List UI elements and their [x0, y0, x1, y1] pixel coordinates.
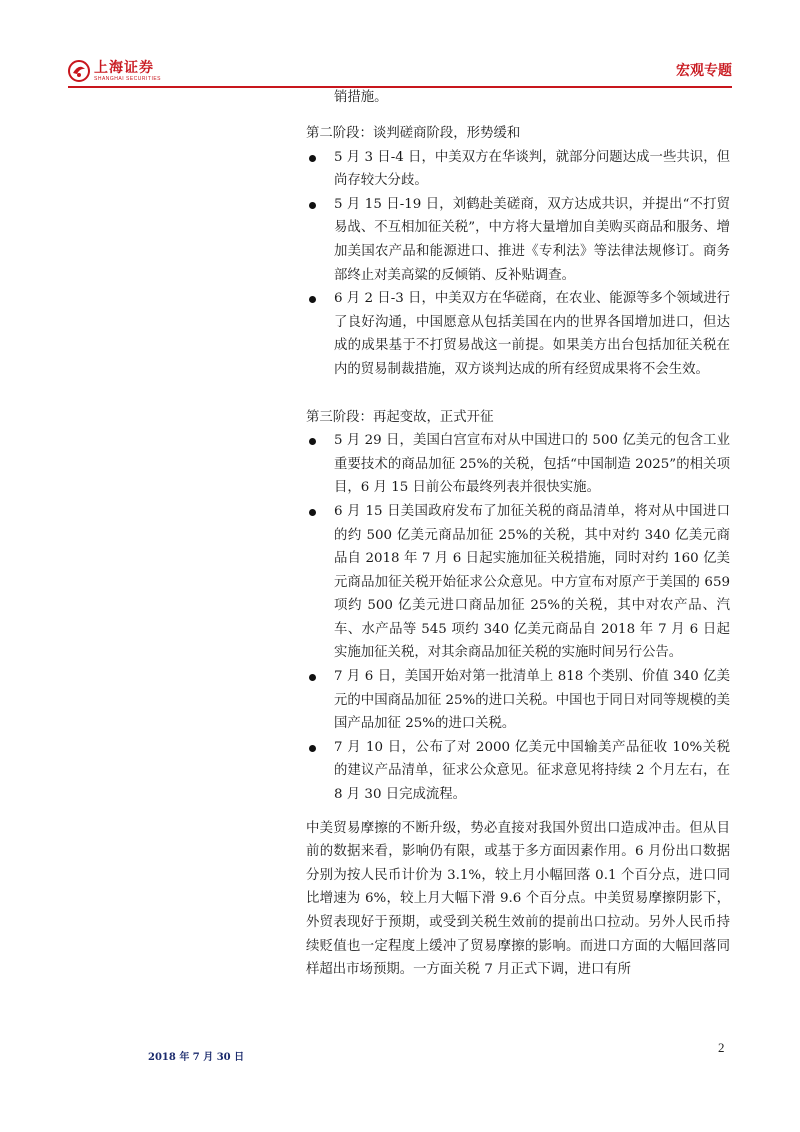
stage3-bullet [306, 500, 730, 665]
stage2-heading: 第二阶段：谈判磋商阶段，形势缓和 [306, 126, 521, 141]
bullet-dot-icon [309, 509, 316, 516]
main-text [306, 86, 730, 110]
bullet-text: 6 月 15 日美国政府发布了加征关税的商品清单，将对从中国进口的约 500 亿美元商品加征 25%的关税，其中对约 340 亿美元商品自 2018 年 7 月 6 日起实施加征关税措施，同时对约 160 亿美元商品加征关税开始征求公众意见。中方宣布对原产于美国的 659 项约 500 亿美元进口商品加征 25%的关税，其中对农产品、汽车、水产品等 545 项约 340 亿美元商品自 2018 年 7 月 6 日起实施加征关税，对其余商品加征关税的实施时间另行公告。 [334, 503, 730, 661]
closing-paragraph: 中美贸易摩擦的不断升级，势必直接对我国外贸出口造成冲击。但从目前的数据来看，影响仍有限，或基于多方面因素作用。6 月份出口数据分别为按人民币计价为 3.1%，较上月小幅回落 0.1 个百分点，进口同比增速为 6%，较上月大幅下滑 9.6 个百分点。中美贸易摩擦阴影下，外贸表现好于预期，或受到关税生效前的提前出口拉动。另外人民币持续贬值也一定程度上缓冲了贸易摩擦的影响。而进口方面的大幅回落同样超出市场预期。一方面关税 7 月正式下调，进口有所 [306, 820, 730, 978]
stage2-bullet [306, 146, 730, 193]
bullet-dot-icon [309, 674, 316, 681]
stage3-bullet [306, 665, 730, 736]
logo-text-en: SHANGHAI SECURITIES [94, 75, 162, 82]
stage-block-container [306, 122, 730, 982]
stage2-bullet [306, 193, 730, 287]
report-section-title: 宏观专题 [676, 63, 732, 79]
bullet-text: 5 月 15 日-19 日，刘鹤赴美磋商，双方达成共识，并提出“不打贸易战、不互相加征关税”，中方将大量增加自美购买商品和服务、增加美国农产品和能源进口、推进《专利法》等法律法规修订。商务部终止对美高粱的反倾销、反补贴调查。 [334, 196, 730, 283]
bullet-text: 5 月 29 日，美国白宫宣布对从中国进口的 500 亿美元的包含工业重要技术的商品加征 25%的关税，包括“中国制造 2025”的相关项目，6 月 15 日前公布最终列表并很快实施。 [334, 433, 730, 496]
bullet-dot-icon [309, 202, 316, 209]
footer-date: 2018 年 7 月 30 日 [148, 1052, 245, 1063]
bullet-dot-icon [309, 438, 316, 445]
logo-mark-icon [68, 60, 90, 82]
stage3-bullet [306, 429, 730, 500]
page-number: 2 [718, 1040, 725, 1055]
stage3-heading: 第三阶段：再起变故，正式开征 [306, 409, 494, 425]
company-logo [68, 56, 161, 86]
bullet-dot-icon [309, 155, 316, 162]
carry-over-line: 销措施。 [334, 90, 388, 105]
bullet-text: 6 月 2 日-3 日，中美双方在华磋商，在农业、能源等多个领域进行了良好沟通，中国愿意从包括美国在内的世界各国增加进口，但达成的成果基于不打贸易战这一前提。如果美方出台包括加征关税在内的贸易制裁措施，双方谈判达成的所有经贸成果将不会生效。 [334, 291, 730, 377]
bullet-text: 7 月 10 日，公布了对 2000 亿美元中国输美产品征收 10%关税的建议产品清单，征求公众意见。征求意见将持续 2 个月左右，在 8 月 30 日完成流程。 [334, 739, 730, 803]
stage3-bullet [306, 736, 730, 807]
logo-text-cn: 上海证券 [94, 59, 154, 76]
bullet-text: 7 月 6 日，美国开始对第一批清单上 818 个类别、价值 340 亿美元的中国商品加征 25%的进口关税。中国也于同日对同等规模的美国产品加征 25%的进口关税。 [334, 669, 730, 732]
stage2-bullet [306, 287, 730, 381]
bullet-text: 5 月 3 日-4 日，中美双方在华谈判，就部分问题达成一些共识，但尚存较大分歧。 [334, 149, 730, 189]
bullet-dot-icon [309, 745, 316, 752]
bullet-dot-icon [309, 296, 316, 303]
page-header [68, 56, 732, 86]
